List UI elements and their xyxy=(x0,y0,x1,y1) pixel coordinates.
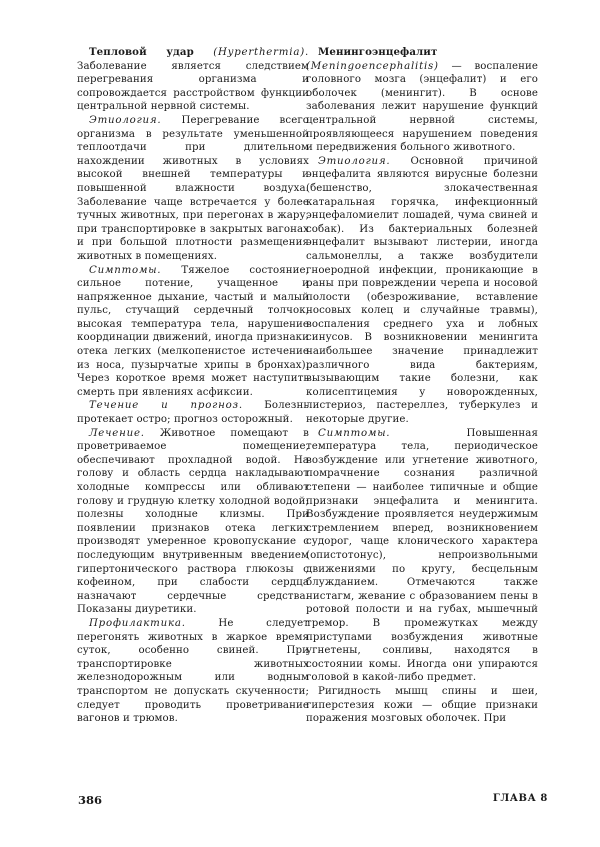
meningo-etiology-text: Основной причиной энцефалита являются вирусные болезни (бешенство, злокачественная катаральная горячка, инфекционный энцефаломиелит лошадей, чума свиней и собак). Из бактериальных болезней энцефалит вызывают листерии, иногда сальмонеллы, а также возбудители гноеродной инфекции, проникающие в раны при повреждении черепа и носовой полости (обезроживание, вставление носовых колец и случайные травмы), воспаления среднего уха и лобных синусов. В возникновении менингита наибольшее значение принадлежит различного вида бактериям, вызывающим такие болезни, как колисептицемия у новорожденных, листериоз, пастереллез, туберкулез и некоторые другие. xyxy=(306,155,538,426)
course-heading: Течение и прогноз. xyxy=(89,400,243,412)
meningo-etiology-heading: Этиология. xyxy=(318,155,391,167)
etiology-paragraph xyxy=(77,114,309,264)
symptoms-heading: Симптомы. xyxy=(89,264,162,276)
heatstroke-paragraph xyxy=(77,46,309,114)
heatstroke-title: Тепловой удар xyxy=(89,46,194,58)
prevention-paragraph xyxy=(77,617,309,726)
page-number: 386 xyxy=(78,793,103,807)
prevention-heading: Профилактика. xyxy=(89,617,186,629)
etiology-text: Перегревание всего организма в результате уменьшенной теплоотдачи при длительном нахождении животных в условиях высокой внешней температуры и повышенной влажности воздуха. Заболевание чаще встречается у более тучных животных, при перегонах в жару, при транспортировке в закрытых вагонах и при большой плотности размещения животных в помещениях. xyxy=(77,114,309,262)
meningo-rigidity-paragraph: Ригидность мышц спины и шеи, гиперстезия кожи — общие признаки поражения мозговых оболочек. При xyxy=(306,685,538,725)
meningo-latin: (Meningoencephalitis) xyxy=(306,60,439,72)
symptoms-paragraph xyxy=(77,264,309,400)
course-text: Болезнь протекает остро; прогноз осторожный. xyxy=(77,400,309,426)
treatment-heading: Лечение. xyxy=(89,427,145,439)
heatstroke-text: Заболевание является следствием перегревания организма и сопровождается расстройством функции центральной нервной системы. xyxy=(77,60,309,113)
meningo-text: — воспаление головного мозга (энцефалит) и его оболочек (менингит). В основе заболевания лежит нарушение функций центральной нервной системы, проявляющееся нарушением поведения и передвижения больного животного. xyxy=(306,60,538,154)
course-paragraph xyxy=(77,399,309,426)
prevention-text: Не следует перегонять животных в жаркое время суток, особенно свиней. При транспортировке животных железнодорожным или водным транспортом не допускать скученности; следует проводить проветривание вагонов и трюмов. xyxy=(77,617,309,725)
meningo-symptoms-paragraph xyxy=(306,427,538,685)
heatstroke-latin: (Hyperthermia). xyxy=(213,47,310,58)
symptoms-text: Тяжелое состояние, сильное потение, учащенное и напряженное дыхание, частый и малый пульс, стучащий сердечный толчок, высокая температура тела, нарушение координации движений, иногда признаки отека легких (мелкопенистое истечение из носа, пузырчатые хрипы в бронхах). Через короткое время может наступить смерть при явлениях асфиксии. xyxy=(77,264,309,398)
chapter-label: ГЛАВА 8 xyxy=(492,793,548,804)
meningo-paragraph xyxy=(306,46,538,155)
etiology-heading: Этиология. xyxy=(89,114,162,126)
meningo-title: Менингоэнцефалит xyxy=(318,46,438,58)
left-column xyxy=(77,46,309,726)
right-column xyxy=(306,46,538,726)
meningo-symptoms-heading: Симптомы. xyxy=(318,427,391,439)
treatment-text: Животное помещают в проветриваемое помещение, обеспечивают прохладной водой. На голову и область сердца накладывают холодные компрессы или обливают голову и грудную клетку холодной водой; полезны холодные клизмы. При появлении признаков отека легких производят умеренное кровопускание с последующим внутривенным введением гипертонического раствора глюкозы с кофеином, при слабости сердца назначают сердечные средства. Показаны диуретики. xyxy=(77,427,309,616)
treatment-paragraph xyxy=(77,427,309,617)
meningo-etiology-paragraph xyxy=(306,155,538,427)
meningo-symptoms-text: Повышенная температура тела, периодическое возбуждение или угнетение животного, помрачнение сознания различной степени — наиболее типичные и общие признаки энцефалита и менингита. Возбуждение проявляется неудержимым стремлением вперед, возникновением судорог, чаще клонического характера (опистотонус), непроизвольными движениями по кругу, бесцельным блужданием. Отмечаются также нистагм, жевание с образованием пены в ротовой полости и на губах, мышечный тремор. В промежутках между приступами возбуждения животные угнетены, сонливы, находятся в состоянии комы. Иногда они упираются головой в какой-либо предмет. xyxy=(306,427,538,684)
